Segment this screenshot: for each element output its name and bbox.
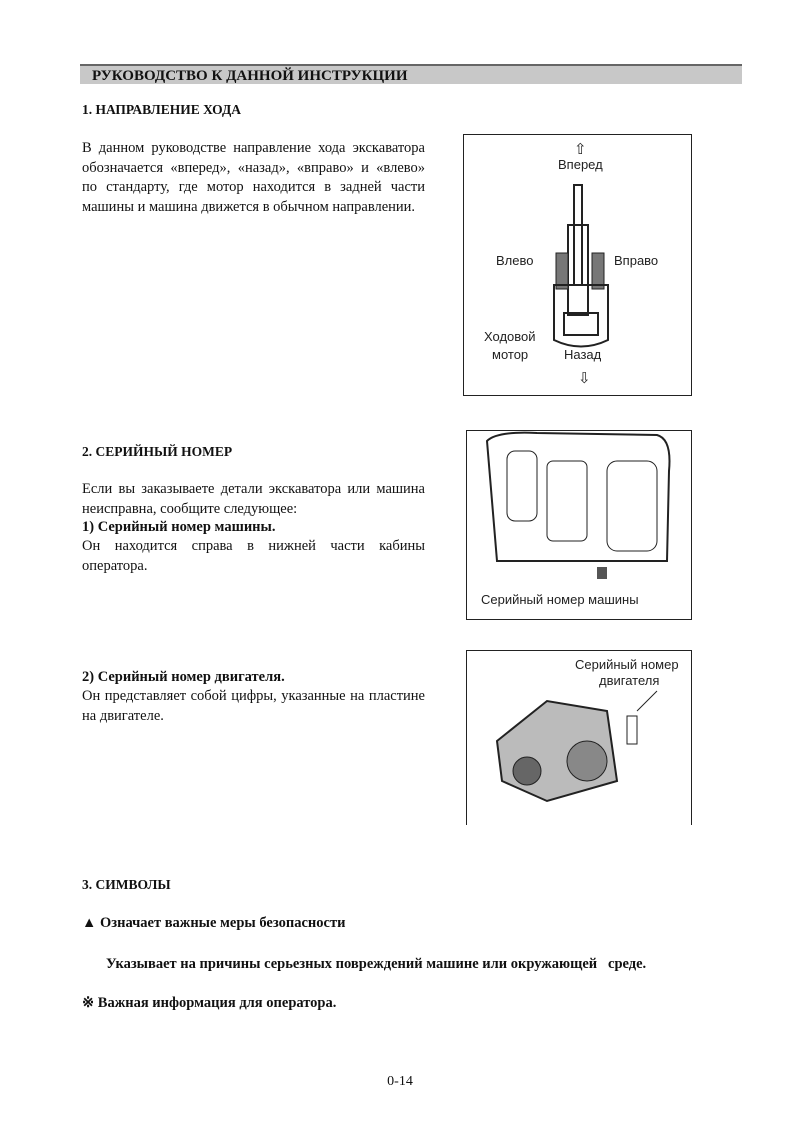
cab-drawing <box>477 431 677 581</box>
reference-mark-icon: ※ <box>82 995 95 1011</box>
label-motor-2: мотор <box>492 347 529 362</box>
label-left: Влево <box>496 253 534 268</box>
machine-serial-text: Он находится справа в нижней части кабины оператора. <box>82 538 425 574</box>
note-text: Важная информация для оператора. <box>97 995 337 1011</box>
engine-serial-text: Он представляет собой цифры, указанные на пластине на двигателе. <box>82 688 425 724</box>
travel-direction-figure <box>463 134 692 396</box>
warning-detail: Указывает на причины серьезных повреждений машине или окружающей среде. <box>106 956 647 972</box>
section3-heading: 3. СИМВОЛЫ <box>82 877 171 892</box>
section1-heading: 1. НАПРАВЛЕНИЕ ХОДА <box>82 102 242 117</box>
engine-figure <box>466 650 692 825</box>
cab-figure <box>466 430 692 620</box>
engine-drawing <box>487 671 687 811</box>
section1-text: В данном руководстве направление хода экскаватора обозначается «вперед», «назад», «вправо» и «влево» по стандарту, где мотор находится в задней части машины и машина движется в обычном направлении. <box>82 140 425 215</box>
label-forward: Вперед <box>558 157 603 172</box>
label-motor-1: Ходовой <box>484 329 536 344</box>
engine-serial-label-2: двигателя <box>599 673 660 688</box>
engine-serial-label-1: Серийный номер <box>575 657 679 672</box>
up-arrow-icon: ⇧ <box>574 141 587 158</box>
warning-triangle-icon: ▲ <box>82 915 97 931</box>
note-line <box>82 995 336 1012</box>
page-header: РУКОВОДСТВО К ДАННОЙ ИНСТРУКЦИИ <box>80 64 742 84</box>
label-right: Вправо <box>614 253 659 268</box>
section2-intro: Если вы заказываете детали экскаватора или машина неисправна, сообщите следующее: <box>82 481 425 517</box>
warning-line <box>82 915 345 932</box>
cab-serial-label: Серийный номер машины <box>481 592 639 607</box>
section2-heading: 2. СЕРИЙНЫЙ НОМЕР <box>82 444 233 459</box>
page-number: 0-14 <box>387 1074 413 1089</box>
warning-text: Означает важные меры безопасности <box>99 915 346 931</box>
label-back: Назад <box>564 347 602 362</box>
engine-serial-title: 2) Серийный номер двигателя. <box>82 669 285 685</box>
machine-serial-title: 1) Серийный номер машины. <box>82 519 276 535</box>
down-arrow-icon: ⇩ <box>578 370 591 387</box>
